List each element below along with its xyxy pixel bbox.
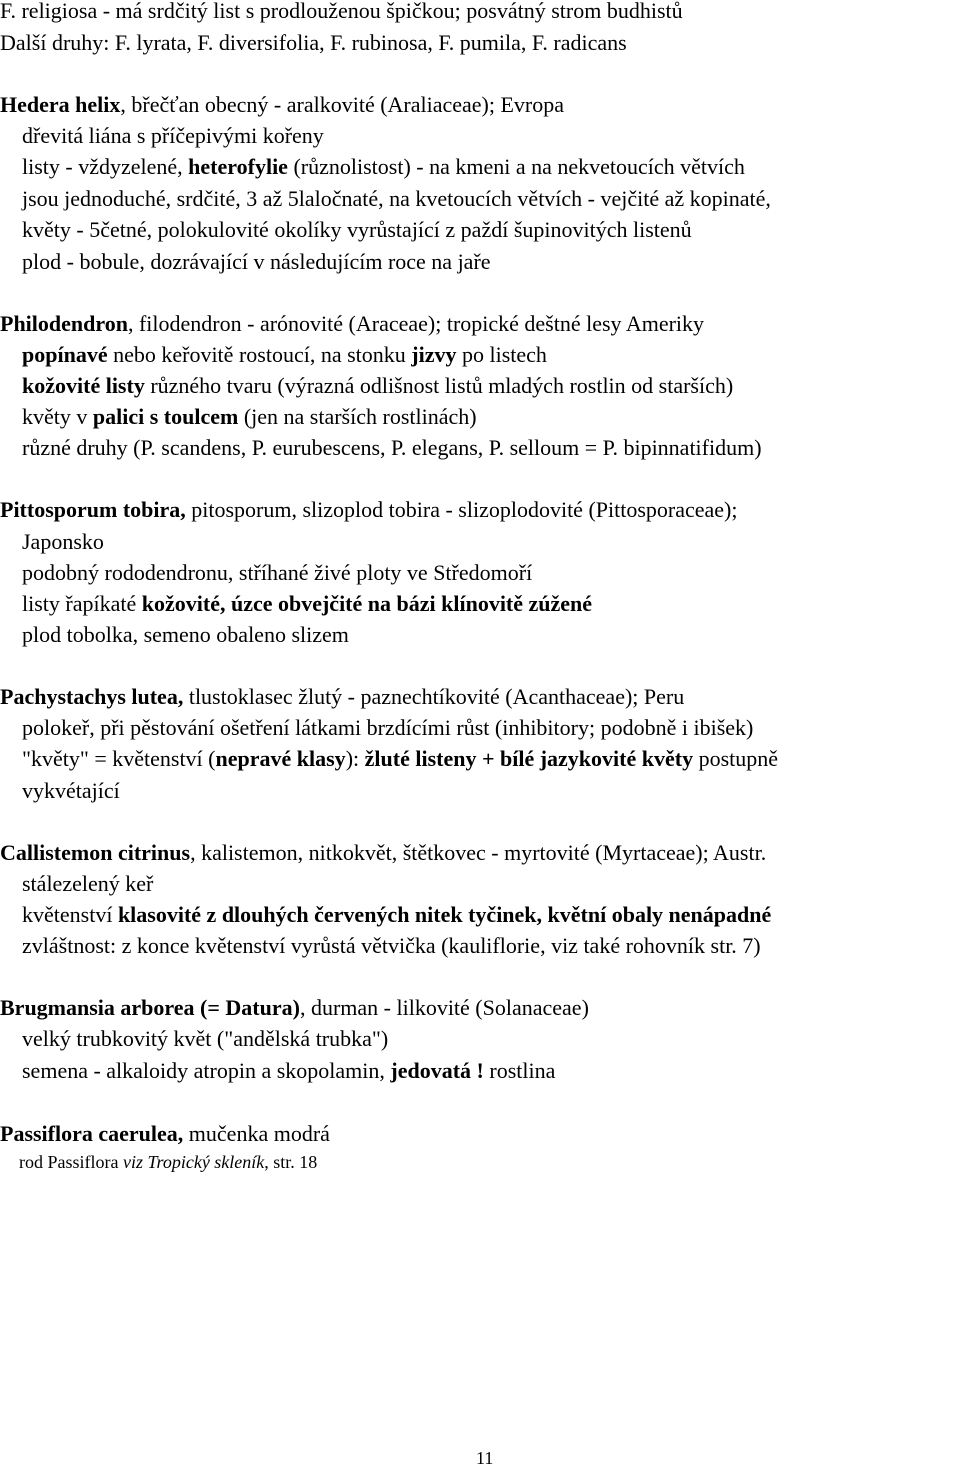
- pittosporum-heading: [0, 495, 738, 525]
- ficus-religiosa-line: F. religiosa - má srdčitý list s prodlouženou špičkou; posvátný strom budhistů: [0, 0, 683, 23]
- t: rod Passiflora: [19, 1152, 123, 1172]
- callistemon-line-3: [22, 900, 771, 930]
- brugmansia-line-2: velký trubkovitý květ ("andělská trubka"): [22, 1026, 389, 1051]
- pittosporum-line-5: plod tobolka, semeno obaleno slizem: [22, 622, 349, 647]
- pachystachys-heading: [0, 682, 684, 712]
- hedera-heading: [0, 90, 564, 120]
- pachystachys-line-4: vykvétající: [22, 778, 120, 803]
- pittosporum-line-3: podobný rododendronu, stříhané živé ploty ve Středomoří: [22, 560, 533, 585]
- t-bold: heterofylie: [188, 154, 288, 179]
- t-bold: kožovité listy: [22, 373, 145, 398]
- hedera-name: Hedera helix: [0, 92, 121, 117]
- hedera-heading-rest: , břečťan obecný - aralkovité (Araliaceae); Evropa: [120, 92, 565, 117]
- hedera-line-3: [22, 152, 745, 182]
- hedera-line-6: plod - bobule, dozrávající v následujícím roce na jaře: [22, 249, 491, 274]
- t: různého tvaru (výrazná odlišnost listů mladých rostlin od starších): [144, 373, 734, 398]
- t: nebo keřovitě rostoucí, na stonku: [107, 342, 412, 367]
- t-bold: žluté listeny + bílé jazykovité květy: [364, 746, 694, 771]
- callistemon-heading: [0, 838, 766, 868]
- philodendron-line-5: různé druhy (P. scandens, P. eurubescens, P. elegans, P. selloum = P. bipinnatifidum): [22, 435, 762, 460]
- t: pitosporum, slizoplod tobira - slizoplodovité (Pittosporaceae);: [185, 497, 738, 522]
- t: postupně: [693, 746, 779, 771]
- hedera-line-5: květy - 5četné, polokulovité okolíky vyrůstající z paždí šupinovitých listenů: [22, 217, 692, 242]
- t-italic: viz Tropický skleník: [122, 1152, 265, 1172]
- t-bold: jedovatá !: [390, 1058, 484, 1083]
- callistemon-line-2: stálezelený keř: [22, 871, 154, 896]
- t: mučenka modrá: [183, 1121, 330, 1146]
- philodendron-line-3: [22, 371, 733, 401]
- t: po listech: [456, 342, 547, 367]
- brugmansia-name: Brugmansia arborea (= Datura): [0, 995, 300, 1020]
- t-bold: klasovité z dlouhých červených nitek tyčinek, květní obaly nenápadné: [117, 902, 772, 927]
- brugmansia-line-3: [22, 1056, 555, 1086]
- t-bold: jizvy: [411, 342, 457, 367]
- t: , durman - lilkovité (Solanaceae): [299, 995, 589, 1020]
- other-species-line: Další druhy: F. lyrata, F. diversifolia, F. rubinosa, F. pumila, F. radicans: [0, 30, 627, 55]
- passiflora-name: Passiflora caerulea,: [0, 1121, 184, 1146]
- t: "květy" = květenství (: [22, 746, 216, 771]
- passiflora-heading: [0, 1119, 330, 1149]
- t: (jen na starších rostlinách): [238, 404, 477, 429]
- t: listy - vždyzelené,: [22, 154, 189, 179]
- pittosporum-name: Pittosporum tobira,: [0, 497, 186, 522]
- t-bold: nepravé klasy: [215, 746, 346, 771]
- t: květenství: [22, 902, 118, 927]
- philodendron-heading: [0, 309, 704, 339]
- t-bold: palici s toulcem: [92, 404, 239, 429]
- t: květy v: [22, 404, 93, 429]
- philodendron-line-2: [22, 340, 547, 370]
- passiflora-line-2: [19, 1150, 317, 1174]
- t: rostlina: [483, 1058, 556, 1083]
- hedera-line-2: dřevitá liána s příčepivými kořeny: [22, 123, 324, 148]
- t: , str. 18: [264, 1152, 318, 1172]
- t-bold: popínavé: [22, 342, 108, 367]
- t: , filodendron - arónovité (Araceae); tropické deštné lesy Ameriky: [127, 311, 705, 336]
- hedera-line-4: jsou jednoduché, srdčité, 3 až 5laločnaté, na kvetoucích větvích - vejčité až kopinaté,: [22, 186, 771, 211]
- t: ):: [345, 746, 365, 771]
- t: , kalistemon, nitkokvět, štětkovec - myrtovité (Myrtaceae); Austr.: [190, 840, 767, 865]
- t-bold: kožovité, úzce obvejčité na bázi klínovitě zúžené: [141, 591, 593, 616]
- callistemon-line-4: zvláštnost: z konce květenství vyrůstá větvička (kauliflorie, viz také rohovník str. 7): [22, 933, 761, 958]
- pachystachys-line-3: [22, 744, 778, 774]
- philodendron-line-4: [22, 402, 477, 432]
- page-number: 11: [476, 1448, 494, 1468]
- t: (různolistost) - na kmeni a na nekvetoucích větvích: [287, 154, 745, 179]
- t: listy řapíkaté: [22, 591, 142, 616]
- t: semena - alkaloidy atropin a skopolamin,: [22, 1058, 391, 1083]
- brugmansia-heading: [0, 993, 589, 1023]
- pachystachys-name: Pachystachys lutea,: [0, 684, 184, 709]
- callistemon-name: Callistemon citrinus: [0, 840, 191, 865]
- pachystachys-line-2: polokeř, při pěstování ošetření látkami brzdícími růst (inhibitory; podobně i ibišek): [22, 715, 754, 740]
- pittosporum-line-2: Japonsko: [22, 529, 104, 554]
- pittosporum-line-4: [22, 589, 592, 619]
- philodendron-name: Philodendron: [0, 311, 128, 336]
- t: tlustoklasec žlutý - paznechtíkovité (Acanthaceae); Peru: [183, 684, 685, 709]
